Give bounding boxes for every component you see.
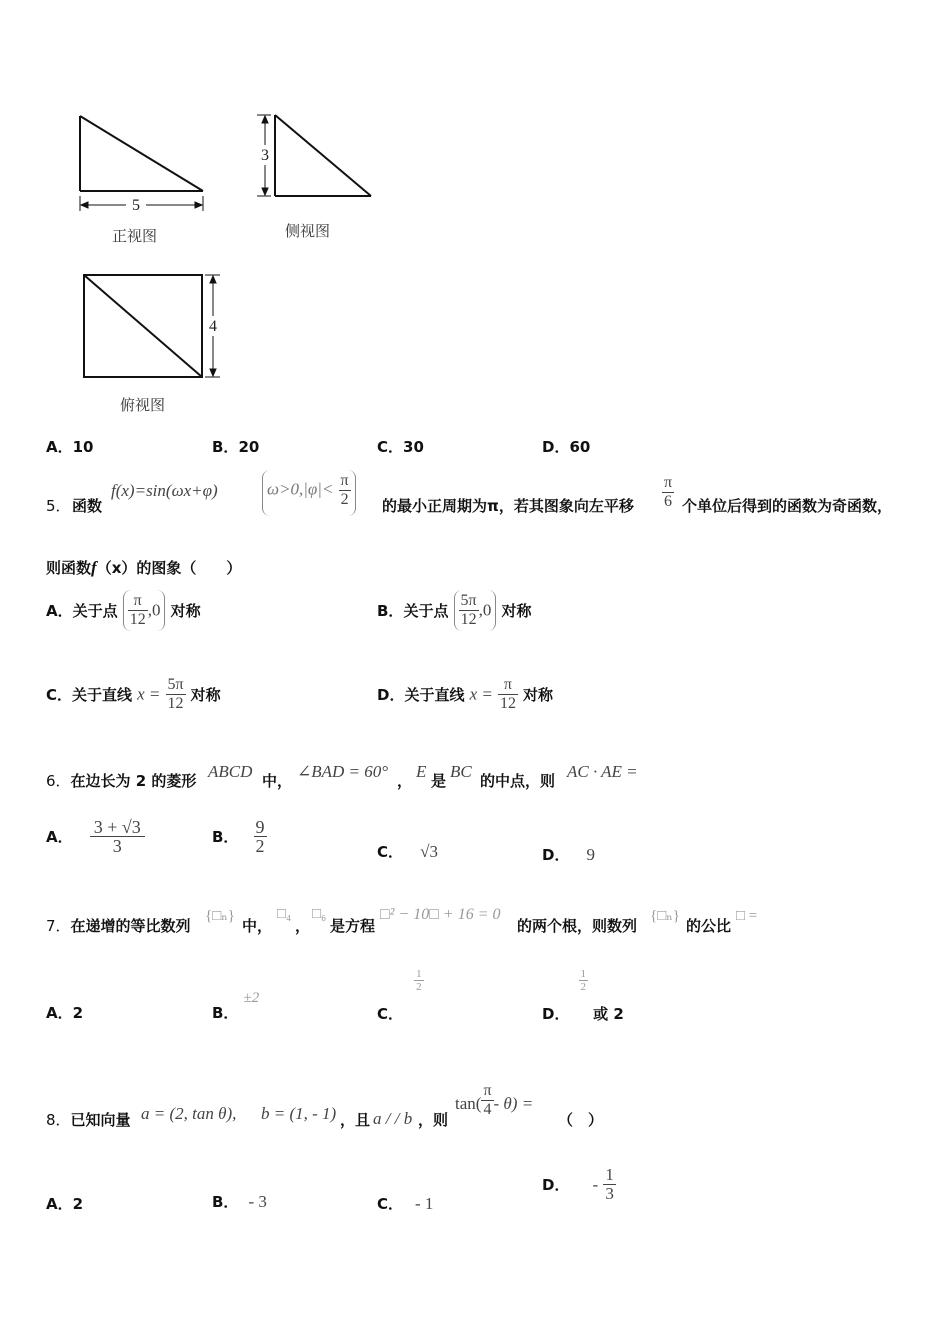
q6-angle: ∠BAD = 60°	[297, 762, 389, 781]
q5-option-a[interactable]: A．关于点 $\frac{\pi}{12}$ ,0 对称	[46, 590, 201, 638]
front-view	[80, 116, 203, 191]
q4-option-a[interactable]: A．10	[46, 438, 94, 456]
q4-option-d[interactable]: D．60	[542, 438, 591, 456]
q7-option-a[interactable]: A．2	[46, 1004, 84, 1022]
q4-option-b[interactable]: B．20	[212, 438, 260, 456]
q5-lead: 函数	[72, 497, 103, 515]
q6-e: E	[416, 762, 427, 781]
q5-condition-text: ω>0,|φ|<	[267, 479, 334, 499]
q7-mid2: 是方程	[330, 917, 376, 935]
q6-option-b[interactable]: B． $\frac{9}{2}$	[212, 817, 265, 856]
q7-equation: □² − 10□ + 16 = 0	[380, 906, 501, 923]
q7-option-d[interactable]: D． $\frac{1}{2}$ 或 2	[542, 968, 624, 1023]
q5-number: 5．	[46, 497, 71, 515]
q7-seq2: {□ₙ}	[650, 908, 680, 924]
q8-option-d[interactable]: D． - $\frac{1}{3}$	[542, 1165, 614, 1203]
side-view	[275, 115, 371, 196]
q5-tail: 个单位后得到的函数为奇函数，	[682, 497, 893, 515]
q8-option-b[interactable]: B． - 3	[212, 1192, 267, 1211]
q7-a4: □₄	[277, 906, 292, 922]
q8-tan-expr: tan( $\frac{\pi}{4}$ - θ) =	[455, 1082, 534, 1118]
top-view	[84, 275, 202, 377]
q5-option-d[interactable]: D．关于直线 x = $\frac{\pi}{12}$ 对称	[377, 676, 554, 712]
q8-option-a[interactable]: A．2	[46, 1195, 84, 1213]
q8-mid2: ，则	[418, 1111, 449, 1129]
q7-stem: 7．在递增的等比数列	[46, 917, 191, 935]
front-view-caption: 正视图	[112, 227, 158, 245]
q6-option-c[interactable]: C． √3	[377, 842, 438, 861]
q5-option-b[interactable]: B．关于点 $\frac{5\pi}{12}$ ,0 对称	[377, 590, 531, 638]
side-view-caption: 侧视图	[285, 222, 331, 240]
q6-comma: ，	[397, 772, 413, 790]
top-dim-label: 4	[209, 318, 217, 335]
q5-mid: 的最小正周期为π，若其图象向左平移	[382, 497, 634, 515]
q8-tail: （ ）	[558, 1111, 604, 1129]
q5-function: f(x)=sin(ωx+φ)	[111, 481, 218, 500]
top-view-caption: 俯视图	[120, 396, 166, 414]
q7-option-b[interactable]: B． ±2	[212, 990, 260, 1022]
q6-abcd: ABCD	[208, 762, 253, 781]
q5-option-a-point: $\frac{\pi}{12}$ ,0	[123, 590, 166, 631]
q6-bc: BC	[450, 762, 472, 781]
q7-ratio: □ =	[736, 908, 758, 924]
q7-comma: ，	[295, 917, 311, 935]
q7-mid3: 的两个根，则数列	[517, 917, 638, 935]
q7-a6: □₆	[312, 906, 327, 922]
q6-option-d[interactable]: D． 9	[542, 845, 596, 864]
q8-vector-b: b = (1, - 1)	[261, 1104, 337, 1123]
q7-option-c[interactable]: C． $\frac{1}{2}$	[377, 968, 422, 1023]
q6-option-a[interactable]: A． $\frac{3 + √3}{3}$	[46, 818, 145, 855]
q8-stem: 8．已知向量	[46, 1111, 131, 1129]
q7-mid1: 中，	[242, 917, 273, 935]
q5-condition-frac: $\frac{\pi}{2}$	[340, 472, 349, 508]
front-dim-label: 5	[132, 197, 140, 214]
q8-parallel: a / / b	[373, 1109, 413, 1128]
three-view-figure	[0, 0, 420, 420]
q6-expr: AC · AE =	[567, 762, 638, 781]
q6-mid1: 中，	[262, 772, 293, 790]
front-dim-line	[80, 196, 203, 211]
q5-condition	[262, 470, 356, 516]
side-dim-label: 3	[261, 147, 269, 164]
q8-vector-a: a = (2, tan θ),	[141, 1104, 237, 1123]
q5-shift-frac: $\frac{\pi}{6}$	[664, 474, 673, 510]
q5-line2: 则函数f（x）的图象（ ）	[46, 558, 242, 577]
q6-mid2: 的中点，则	[480, 772, 556, 790]
q5-option-b-point: $\frac{5\pi}{12}$ ,0	[454, 590, 497, 631]
q6-is: 是	[431, 772, 447, 790]
q8-mid1: ，且	[340, 1111, 371, 1129]
q7-mid4: 的公比	[686, 917, 732, 935]
q8-option-c[interactable]: C． - 1	[377, 1194, 434, 1213]
q7-seq: {□ₙ}	[205, 908, 235, 924]
q5-option-c[interactable]: C．关于直线 x = $\frac{5\pi}{12}$ 对称	[46, 676, 221, 712]
q6-stem: 6．在边长为 2 的菱形	[46, 772, 197, 790]
q4-option-c[interactable]: C．30	[377, 438, 424, 456]
